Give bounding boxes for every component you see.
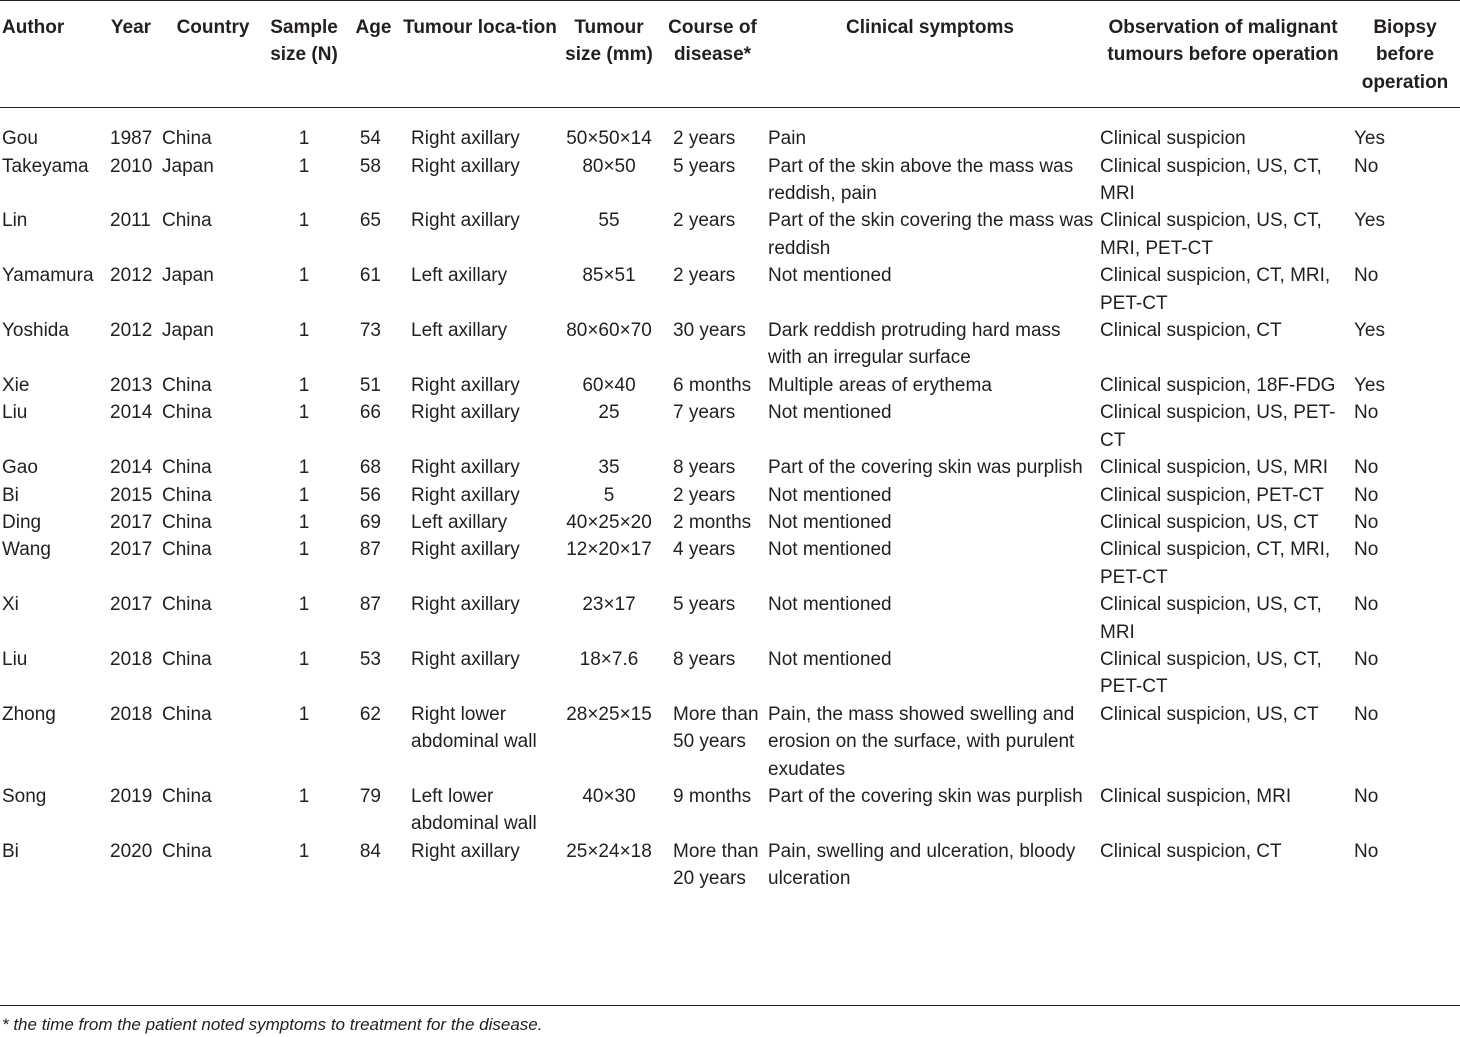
cell-biopsy: No bbox=[1354, 840, 1379, 862]
cell-age: 73 bbox=[359, 320, 381, 342]
header-country: Country bbox=[176, 17, 250, 38]
header-observation: Observation of malignant tumours before operation bbox=[1107, 17, 1339, 66]
cell-author: Xie bbox=[2, 374, 30, 396]
cell-country: China bbox=[162, 210, 212, 232]
cell-clinical-symptoms: Dark reddish protruding hard mass with an irregular surface bbox=[768, 320, 1061, 369]
cell-sample-size: 1 bbox=[298, 210, 310, 232]
cell-biopsy: No bbox=[1354, 594, 1379, 616]
cell-country: China bbox=[162, 840, 212, 862]
cell-tumour-size: 18×7.6 bbox=[579, 648, 639, 670]
cell-author: Yamamura bbox=[2, 265, 94, 287]
cell-observation: Clinical suspicion, US, PET-CT bbox=[1100, 402, 1336, 451]
cell-course-of-disease: 9 months bbox=[673, 785, 752, 807]
cell-tumour-location: Right axillary bbox=[411, 457, 520, 479]
cell-clinical-symptoms: Part of the covering skin was purplish bbox=[768, 785, 1083, 807]
header-tumour-size: Tumour size (mm) bbox=[565, 17, 653, 66]
cell-observation: Clinical suspicion, 18F-FDG bbox=[1100, 374, 1336, 396]
cell-country: Japan bbox=[162, 320, 214, 342]
cell-age: 54 bbox=[359, 128, 381, 150]
cell-sample-size: 1 bbox=[298, 484, 310, 506]
cell-sample-size: 1 bbox=[298, 402, 310, 424]
cell-year: 2014 bbox=[110, 457, 153, 479]
cell-country: China bbox=[162, 457, 212, 479]
cell-year: 1987 bbox=[110, 128, 153, 150]
cell-year: 2015 bbox=[110, 484, 153, 506]
cell-country: China bbox=[162, 484, 212, 506]
cell-age: 62 bbox=[359, 703, 381, 725]
cell-country: Japan bbox=[162, 265, 214, 287]
cell-tumour-location: Right axillary bbox=[411, 648, 520, 670]
cell-course-of-disease: 2 years bbox=[673, 210, 736, 232]
cell-clinical-symptoms: Part of the covering skin was purplish bbox=[768, 457, 1083, 479]
header-year: Year bbox=[110, 17, 152, 38]
table-row bbox=[0, 399, 1460, 454]
table-row bbox=[0, 317, 1460, 372]
cell-course-of-disease: 2 years bbox=[673, 265, 736, 287]
cell-age: 68 bbox=[359, 457, 381, 479]
cell-age: 51 bbox=[359, 374, 381, 396]
cell-year: 2019 bbox=[110, 785, 153, 807]
cell-clinical-symptoms: Not mentioned bbox=[768, 539, 892, 561]
header-clinical-symptoms: Clinical symptoms bbox=[846, 17, 1014, 38]
cell-course-of-disease: 2 months bbox=[673, 511, 752, 533]
header-age: Age bbox=[355, 17, 392, 38]
cell-country: China bbox=[162, 703, 212, 725]
cell-clinical-symptoms: Not mentioned bbox=[768, 648, 892, 670]
cell-sample-size: 1 bbox=[298, 785, 310, 807]
cell-author: Liu bbox=[2, 648, 28, 670]
cell-tumour-size: 50×50×14 bbox=[566, 128, 652, 150]
cell-author: Ding bbox=[2, 511, 42, 533]
header-sample-size: Sample size (N) bbox=[270, 17, 338, 66]
cell-clinical-symptoms: Not mentioned bbox=[768, 594, 892, 616]
cell-year: 2010 bbox=[110, 155, 153, 177]
cell-author: Gou bbox=[2, 128, 38, 150]
cell-sample-size: 1 bbox=[298, 648, 310, 670]
cell-biopsy: No bbox=[1354, 785, 1379, 807]
cell-course-of-disease: 5 years bbox=[673, 594, 736, 616]
cell-author: Liu bbox=[2, 402, 28, 424]
cell-tumour-location: Right axillary bbox=[411, 155, 520, 177]
cell-course-of-disease: More than 50 years bbox=[673, 703, 759, 753]
cell-clinical-symptoms: Part of the skin above the mass was reddish, pain bbox=[768, 155, 1074, 205]
cell-clinical-symptoms: Not mentioned bbox=[768, 511, 892, 533]
cell-sample-size: 1 bbox=[298, 703, 310, 725]
cell-age: 79 bbox=[359, 785, 381, 807]
cell-biopsy: No bbox=[1354, 511, 1379, 533]
cell-biopsy: No bbox=[1354, 457, 1379, 479]
cell-tumour-size: 5 bbox=[603, 484, 615, 506]
cell-sample-size: 1 bbox=[298, 155, 310, 177]
cell-biopsy: Yes bbox=[1354, 374, 1385, 396]
cell-age: 87 bbox=[359, 594, 381, 616]
cell-tumour-location: Right axillary bbox=[411, 840, 520, 862]
cell-observation: Clinical suspicion, US, CT, MRI bbox=[1100, 155, 1322, 205]
cell-tumour-location: Left axillary bbox=[411, 265, 508, 287]
cell-sample-size: 1 bbox=[298, 511, 310, 533]
cell-tumour-location: Right axillary bbox=[411, 484, 520, 506]
cell-biopsy: No bbox=[1354, 155, 1379, 177]
cell-biopsy: Yes bbox=[1354, 128, 1385, 150]
table-footnote: * the time from the patient noted symptoms to treatment for the disease. bbox=[2, 1015, 543, 1034]
cell-tumour-size: 23×17 bbox=[582, 594, 636, 616]
cell-biopsy: No bbox=[1354, 648, 1379, 670]
cell-tumour-size: 85×51 bbox=[582, 265, 636, 287]
table-row bbox=[0, 108, 1460, 153]
cell-course-of-disease: 2 years bbox=[673, 128, 736, 150]
cell-year: 2013 bbox=[110, 374, 153, 396]
cell-course-of-disease: 30 years bbox=[673, 320, 746, 342]
table-row bbox=[0, 153, 1460, 208]
cell-sample-size: 1 bbox=[298, 320, 310, 342]
cell-clinical-symptoms: Not mentioned bbox=[768, 402, 892, 424]
cell-age: 66 bbox=[359, 402, 381, 424]
cell-sample-size: 1 bbox=[298, 840, 310, 862]
cell-biopsy: No bbox=[1354, 265, 1379, 287]
cell-tumour-location: Right axillary bbox=[411, 210, 520, 232]
cell-sample-size: 1 bbox=[298, 594, 310, 616]
cell-sample-size: 1 bbox=[298, 374, 310, 396]
cell-tumour-size: 12×20×17 bbox=[566, 539, 652, 561]
cell-tumour-size: 60×40 bbox=[582, 374, 636, 396]
cell-tumour-size: 80×60×70 bbox=[566, 320, 652, 342]
cell-observation: Clinical suspicion, CT bbox=[1100, 320, 1282, 342]
cell-age: 69 bbox=[359, 511, 381, 533]
table-row bbox=[0, 783, 1460, 838]
cell-age: 61 bbox=[359, 265, 381, 287]
cell-author: Bi bbox=[2, 840, 19, 862]
table-row bbox=[0, 536, 1460, 591]
cell-course-of-disease: More than 20 years bbox=[673, 840, 759, 890]
cell-observation: Clinical suspicion, MRI bbox=[1100, 785, 1292, 807]
cell-year: 2014 bbox=[110, 402, 153, 424]
header-row bbox=[0, 1, 1460, 108]
cell-clinical-symptoms: Pain, swelling and ulceration, bloody ulceration bbox=[768, 840, 1076, 890]
cell-author: Bi bbox=[2, 484, 19, 506]
cell-author: Song bbox=[2, 785, 47, 807]
table-row bbox=[0, 207, 1460, 262]
cell-observation: Clinical suspicion, US, CT bbox=[1100, 703, 1319, 725]
cell-tumour-size: 55 bbox=[598, 210, 620, 232]
cell-author: Gao bbox=[2, 457, 38, 479]
cell-biopsy: No bbox=[1354, 539, 1379, 561]
table-row bbox=[0, 482, 1460, 509]
cell-country: China bbox=[162, 539, 212, 561]
cell-year: 2017 bbox=[110, 539, 153, 561]
cell-age: 56 bbox=[359, 484, 381, 506]
table-row bbox=[0, 509, 1460, 536]
cell-sample-size: 1 bbox=[298, 457, 310, 479]
cell-author: Wang bbox=[2, 539, 51, 561]
cell-observation: Clinical suspicion bbox=[1100, 128, 1246, 150]
cell-tumour-size: 40×25×20 bbox=[566, 511, 652, 533]
cell-tumour-location: Right axillary bbox=[411, 128, 520, 150]
cell-tumour-location: Right lower abdominal wall bbox=[411, 703, 537, 753]
cell-country: China bbox=[162, 128, 212, 150]
cell-biopsy: Yes bbox=[1354, 320, 1385, 342]
cell-observation: Clinical suspicion, US, CT, MRI, PET-CT bbox=[1100, 210, 1322, 259]
cell-course-of-disease: 8 years bbox=[673, 648, 736, 670]
cell-tumour-size: 25 bbox=[598, 402, 620, 424]
table-bottom-rule bbox=[0, 1005, 1460, 1006]
cell-course-of-disease: 2 years bbox=[673, 484, 736, 506]
cell-tumour-location: Right axillary bbox=[411, 539, 520, 561]
cell-observation: Clinical suspicion, CT bbox=[1100, 840, 1282, 862]
cell-course-of-disease: 7 years bbox=[673, 402, 736, 424]
cell-clinical-symptoms: Not mentioned bbox=[768, 265, 892, 287]
cell-observation: Clinical suspicion, US, CT, PET-CT bbox=[1100, 648, 1322, 698]
cell-author: Yoshida bbox=[2, 320, 69, 342]
cell-year: 2012 bbox=[110, 265, 153, 287]
table-row bbox=[0, 646, 1460, 701]
cell-observation: Clinical suspicion, PET-CT bbox=[1100, 484, 1324, 506]
cell-tumour-location: Right axillary bbox=[411, 594, 520, 616]
cell-country: China bbox=[162, 594, 212, 616]
cell-country: China bbox=[162, 402, 212, 424]
header-author: Author bbox=[2, 17, 65, 38]
cell-course-of-disease: 4 years bbox=[673, 539, 736, 561]
cell-tumour-location: Right axillary bbox=[411, 402, 520, 424]
table-row bbox=[0, 454, 1460, 481]
cell-tumour-location: Left axillary bbox=[411, 511, 508, 533]
cell-author: Lin bbox=[2, 210, 28, 232]
cell-observation: Clinical suspicion, US, CT, MRI bbox=[1100, 594, 1322, 643]
cell-tumour-size: 40×30 bbox=[582, 785, 636, 807]
table-row bbox=[0, 701, 1460, 783]
cell-tumour-size: 28×25×15 bbox=[566, 703, 652, 725]
cell-age: 58 bbox=[359, 155, 381, 177]
cell-age: 84 bbox=[359, 840, 381, 862]
header-biopsy: Biopsy before operation bbox=[1361, 17, 1449, 93]
cell-year: 2012 bbox=[110, 320, 153, 342]
cell-tumour-location: Left lower abdominal wall bbox=[411, 785, 537, 835]
cell-tumour-location: Right axillary bbox=[411, 374, 520, 396]
cell-clinical-symptoms: Not mentioned bbox=[768, 484, 892, 506]
cell-biopsy: No bbox=[1354, 484, 1379, 506]
cell-biopsy: No bbox=[1354, 703, 1379, 725]
cell-clinical-symptoms: Multiple areas of erythema bbox=[768, 374, 992, 396]
cell-course-of-disease: 5 years bbox=[673, 155, 736, 177]
cell-tumour-size: 35 bbox=[598, 457, 620, 479]
cell-tumour-size: 25×24×18 bbox=[566, 840, 652, 862]
cell-observation: Clinical suspicion, US, MRI bbox=[1100, 457, 1329, 479]
cell-course-of-disease: 6 months bbox=[673, 374, 752, 396]
table-body bbox=[0, 108, 1460, 903]
cell-year: 2011 bbox=[110, 210, 151, 232]
cell-country: China bbox=[162, 785, 212, 807]
table-row bbox=[0, 262, 1460, 317]
cell-year: 2018 bbox=[110, 703, 153, 725]
cell-author: Zhong bbox=[2, 703, 56, 725]
cell-year: 2018 bbox=[110, 648, 153, 670]
cell-clinical-symptoms: Pain bbox=[768, 128, 807, 150]
cell-clinical-symptoms: Part of the skin covering the mass was reddish bbox=[768, 210, 1094, 259]
header-tumour-location: Tumour loca-tion bbox=[403, 17, 557, 38]
cell-observation: Clinical suspicion, CT, MRI, PET-CT bbox=[1100, 539, 1331, 588]
cell-observation: Clinical suspicion, US, CT bbox=[1100, 511, 1319, 533]
cell-tumour-location: Left axillary bbox=[411, 320, 508, 342]
cell-country: China bbox=[162, 374, 212, 396]
cell-sample-size: 1 bbox=[298, 265, 310, 287]
cell-age: 53 bbox=[359, 648, 381, 670]
cell-biopsy: No bbox=[1354, 402, 1379, 424]
cell-sample-size: 1 bbox=[298, 128, 310, 150]
cell-age: 87 bbox=[359, 539, 381, 561]
cell-observation: Clinical suspicion, CT, MRI, PET-CT bbox=[1100, 265, 1331, 314]
cell-country: China bbox=[162, 511, 212, 533]
table-row bbox=[0, 591, 1460, 646]
cell-year: 2017 bbox=[110, 511, 153, 533]
cell-country: Japan bbox=[162, 155, 214, 177]
cell-author: Xi bbox=[2, 594, 19, 616]
table-row bbox=[0, 372, 1460, 399]
cell-year: 2017 bbox=[110, 594, 153, 616]
cell-course-of-disease: 8 years bbox=[673, 457, 736, 479]
cell-clinical-symptoms: Pain, the mass showed swelling and erosion on the surface, with purulent exudates bbox=[768, 703, 1075, 780]
cell-author: Takeyama bbox=[2, 155, 89, 177]
cell-tumour-size: 80×50 bbox=[582, 155, 636, 177]
cell-country: China bbox=[162, 648, 212, 670]
cell-sample-size: 1 bbox=[298, 539, 310, 561]
cell-year: 2020 bbox=[110, 840, 153, 862]
header-course-of-disease: Course of disease* bbox=[668, 17, 757, 66]
cell-age: 65 bbox=[359, 210, 381, 232]
cell-biopsy: Yes bbox=[1354, 210, 1385, 232]
table-row bbox=[0, 838, 1460, 903]
